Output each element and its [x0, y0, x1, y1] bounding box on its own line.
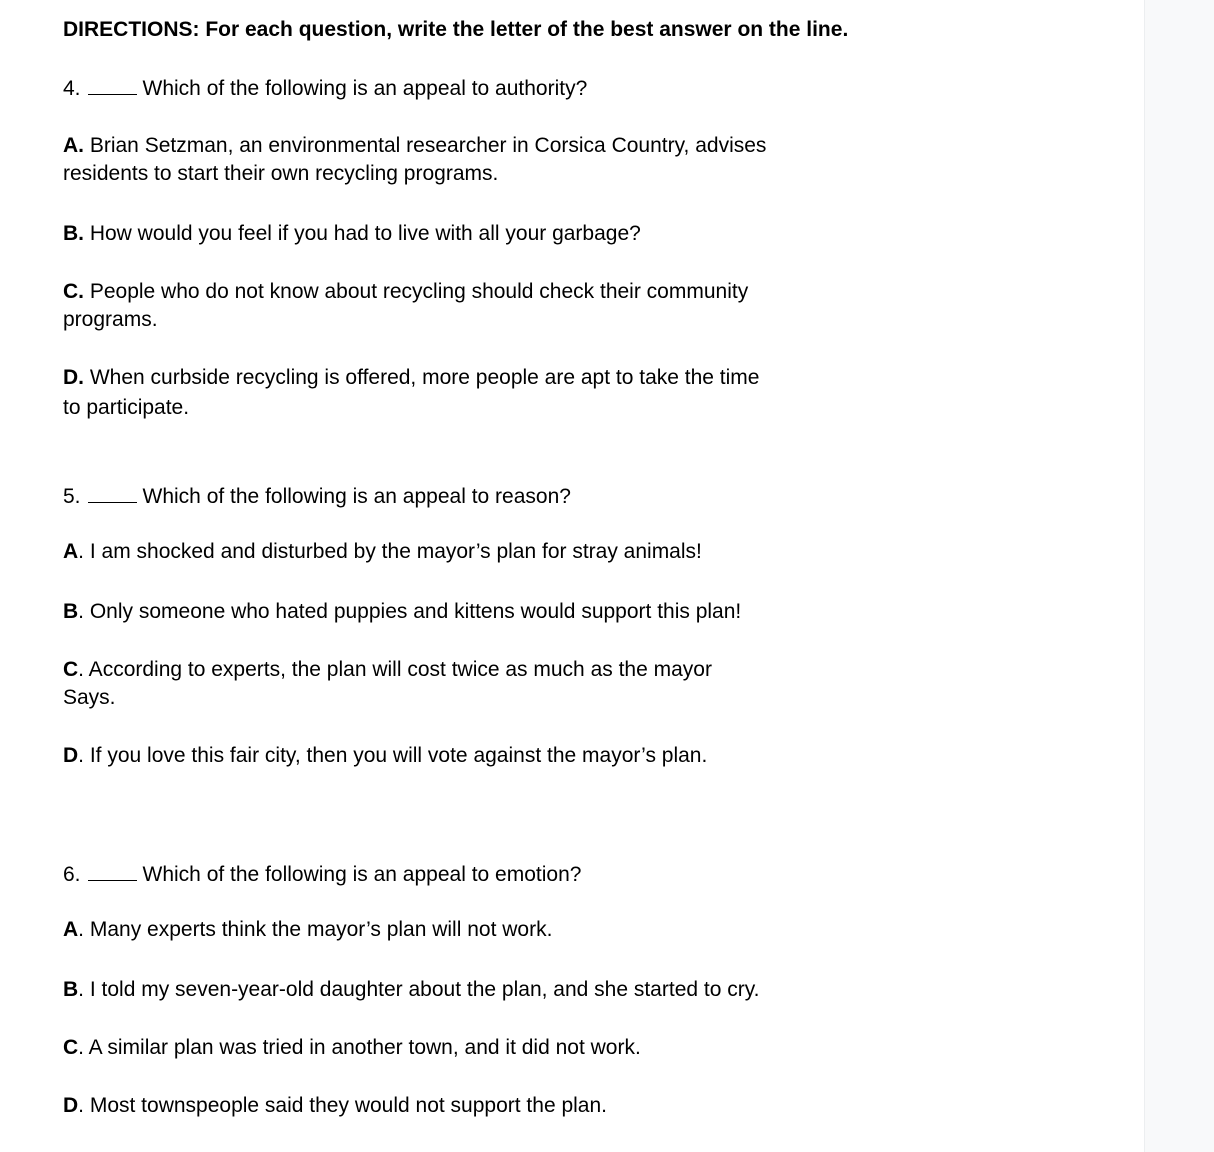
option-letter: C — [63, 1036, 79, 1059]
option-6c — [63, 1034, 641, 1062]
option-5a — [63, 538, 702, 566]
answer-blank — [88, 482, 137, 503]
option-text: When curbside recycling is offered, more people are apt to take the time — [84, 366, 760, 389]
option-text: People who do not know about recycling should check their community — [84, 280, 749, 303]
option-letter: D — [63, 1094, 79, 1117]
page-gutter — [1144, 0, 1214, 1152]
option-6d — [63, 1092, 607, 1120]
option-4c — [63, 278, 748, 306]
option-5b — [63, 598, 741, 626]
question-6 — [63, 860, 581, 889]
option-letter: B — [63, 600, 79, 623]
option-4a — [63, 132, 766, 160]
option-4c-cont: programs. — [63, 308, 158, 331]
option-text: . A similar plan was tried in another town, and it did not work. — [78, 1036, 641, 1059]
option-letter: C. — [63, 280, 84, 303]
option-text: . Only someone who hated puppies and kittens would support this plan! — [78, 600, 742, 623]
option-text: Brian Setzman, an environmental researcher in Corsica Country, advises — [84, 134, 767, 157]
question-number: 6. — [63, 863, 81, 886]
option-letter: A. — [63, 134, 84, 157]
option-5d — [63, 742, 707, 770]
option-4a-cont: residents to start their own recycling programs. — [63, 162, 499, 185]
option-6b — [63, 976, 760, 1004]
directions-heading: DIRECTIONS: For each question, write the letter of the best answer on the line. — [63, 18, 849, 41]
option-letter: A — [63, 540, 79, 563]
answer-blank — [88, 74, 137, 95]
option-6a — [63, 916, 552, 944]
option-letter: B. — [63, 222, 84, 245]
question-prompt: Which of the following is an appeal to authority? — [142, 77, 588, 100]
option-text: . If you love this fair city, then you will vote against the mayor’s plan. — [78, 744, 708, 767]
question-number: 5. — [63, 485, 81, 508]
question-number: 4. — [63, 77, 81, 100]
option-letter: C — [63, 658, 79, 681]
answer-blank — [88, 860, 137, 881]
option-letter: D — [63, 744, 79, 767]
option-text: . I am shocked and disturbed by the mayor’s plan for stray animals! — [78, 540, 702, 563]
option-letter: D. — [63, 366, 84, 389]
question-4 — [63, 74, 587, 103]
question-prompt: Which of the following is an appeal to reason? — [142, 485, 571, 508]
option-letter: A — [63, 918, 79, 941]
option-text: How would you feel if you had to live with all your garbage? — [84, 222, 641, 245]
option-4d — [63, 364, 759, 392]
option-text: . I told my seven-year-old daughter about the plan, and she started to cry. — [78, 978, 760, 1001]
option-5c-cont: Says. — [63, 686, 116, 709]
option-4b — [63, 220, 641, 248]
question-5 — [63, 482, 571, 511]
option-text: . Many experts think the mayor’s plan will not work. — [78, 918, 553, 941]
option-letter: B — [63, 978, 79, 1001]
question-prompt: Which of the following is an appeal to emotion? — [142, 863, 582, 886]
option-text: . According to experts, the plan will cost twice as much as the mayor — [78, 658, 712, 681]
option-5c — [63, 656, 712, 684]
option-4d-cont: to participate. — [63, 396, 190, 419]
option-text: . Most townspeople said they would not support the plan. — [78, 1094, 607, 1117]
